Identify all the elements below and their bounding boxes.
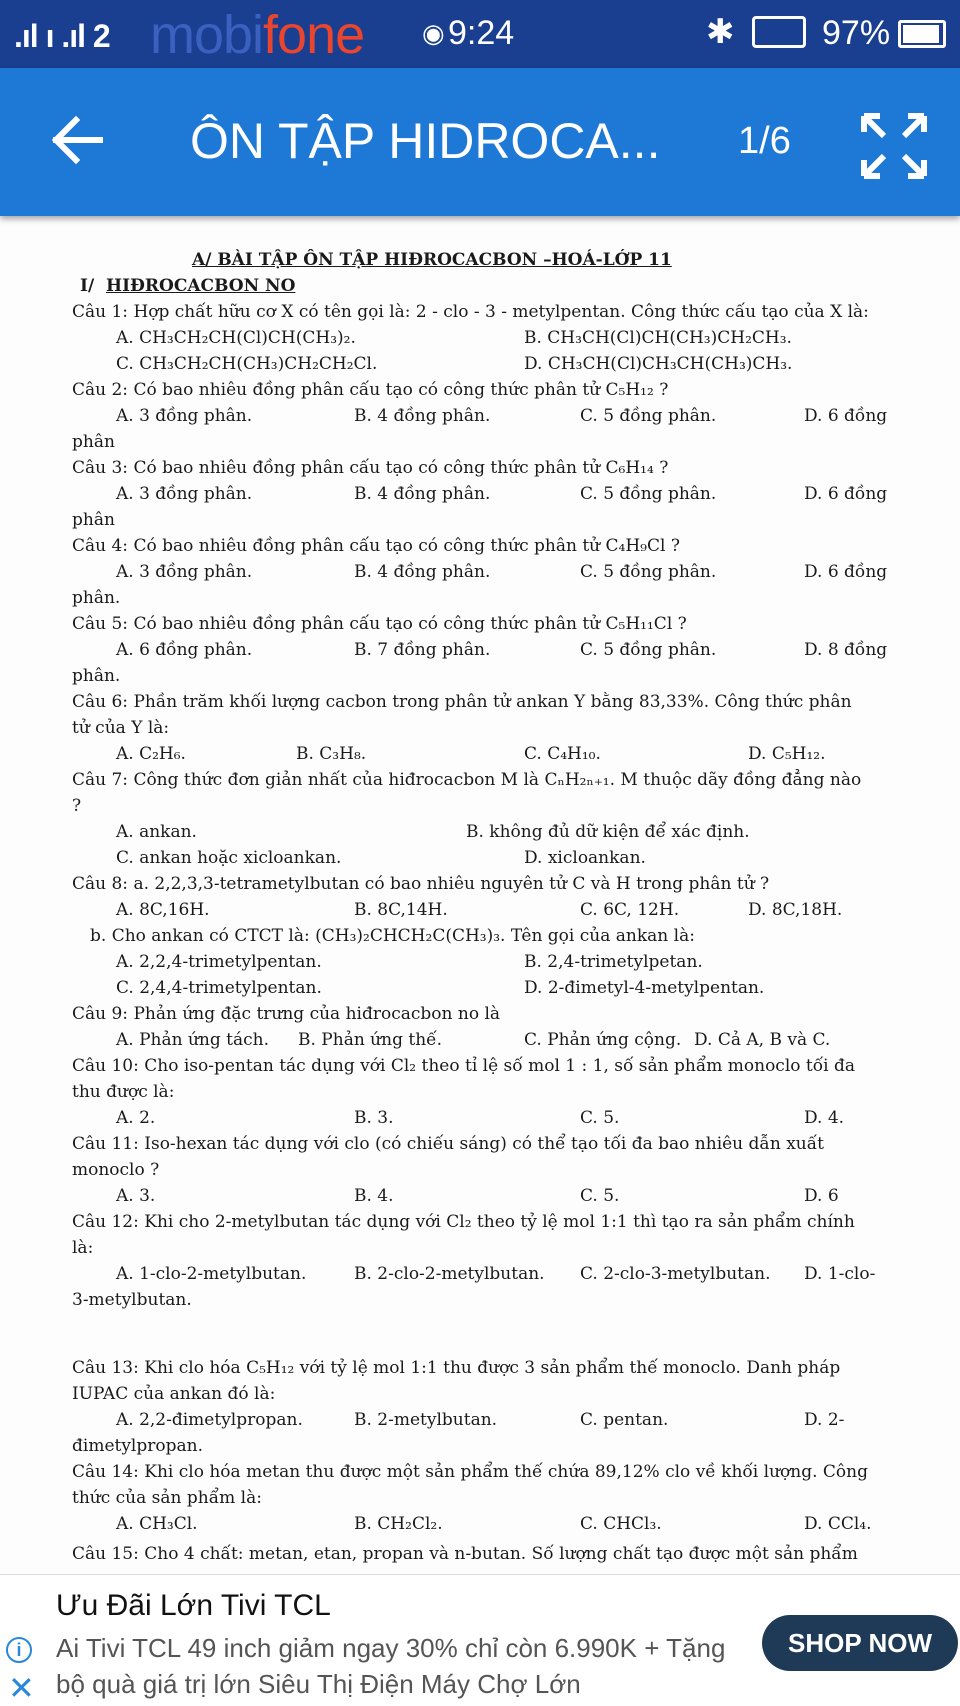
answer-option: C. 5. bbox=[580, 1186, 620, 1206]
carrier-logo bbox=[150, 4, 364, 66]
answer-option: B. CH₂Cl₂. bbox=[354, 1514, 443, 1534]
question-text: thức của sản phẩm là: bbox=[72, 1488, 262, 1508]
doc-heading-text: A/ BÀI TẬP ÔN TẬP HIĐROCACBON –HOÁ-LỚP 11 bbox=[192, 250, 672, 270]
answer-option: B. 2,4-trimetylpetan. bbox=[524, 952, 703, 972]
answer-option: A. 8C,16H. bbox=[116, 900, 210, 920]
answer-option: D. xicloankan. bbox=[524, 848, 646, 868]
answer-option: D. 1-clo- bbox=[804, 1264, 876, 1284]
question-text: Câu 10: Cho iso-pentan tác dụng với Cl₂ theo tỉ lệ số mol 1 : 1, số sản phẩm monoclo tối đa bbox=[72, 1056, 855, 1076]
battery-icon bbox=[898, 20, 946, 48]
ad-title[interactable]: Ưu Đãi Lớn Tivi TCL bbox=[56, 1589, 331, 1622]
question-text: Câu 15: Cho 4 chất: metan, etan, propan và n-butan. Số lượng chất tạo được một sản phẩm bbox=[72, 1544, 858, 1564]
answer-option: B. 2-clo-2-metylbutan. bbox=[354, 1264, 545, 1284]
answer-option: B. 4. bbox=[354, 1186, 394, 1206]
answer-option: C. CH₃CH₂CH(CH₃)CH₂CH₂Cl. bbox=[116, 354, 378, 374]
ad-description: Ai Tivi TCL 49 inch giảm ngay 30% chỉ còn 6.990K + Tặng bbox=[56, 1633, 726, 1663]
battery-percent: 97% bbox=[822, 14, 891, 52]
question-text: tử của Y là: bbox=[72, 718, 170, 738]
question-text: Câu 8: a. 2,2,3,3-tetrametylbutan có bao nhiêu nguyên tử C và H trong phân tử ? bbox=[72, 874, 770, 894]
answer-option: A. 3 đồng phân. bbox=[116, 484, 253, 504]
answer-option: C. 2,4,4-trimetylpentan. bbox=[116, 978, 322, 998]
answer-option: C. C₄H₁₀. bbox=[524, 744, 601, 764]
section-heading bbox=[80, 276, 295, 296]
answer-option: A. C₂H₆. bbox=[116, 744, 186, 764]
question-text: Câu 11: Iso-hexan tác dụng với clo (có chiếu sáng) có thể tạo tối đa bao nhiêu dẫn xuất bbox=[72, 1134, 824, 1154]
page-indicator: 1/6 bbox=[738, 120, 791, 162]
answer-option: D. 2-đimetyl-4-metylpentan. bbox=[524, 978, 765, 998]
answer-option: B. 4 đồng phân. bbox=[354, 406, 491, 426]
question-text: Câu 14: Khi clo hóa metan thu được một sản phẩm thế chứa 89,12% clo về khối lượng. Công bbox=[72, 1462, 868, 1482]
question-text: phân bbox=[72, 432, 115, 452]
answer-option: A. 6 đồng phân. bbox=[116, 640, 253, 660]
clock: 9:24 bbox=[448, 14, 515, 52]
answer-option: A. 3 đồng phân. bbox=[116, 406, 253, 426]
question-text: đimetylpropan. bbox=[72, 1436, 203, 1456]
answer-option: B. Phản ứng thế. bbox=[298, 1030, 443, 1050]
answer-option: A. ankan. bbox=[116, 822, 197, 842]
ad-banner[interactable] bbox=[0, 1574, 960, 1706]
answer-option: D. 8 đồng bbox=[804, 640, 888, 660]
answer-option: A. 3. bbox=[116, 1186, 156, 1206]
question-text: phân. bbox=[72, 588, 121, 608]
answer-option: C. ankan hoặc xicloankan. bbox=[116, 848, 342, 868]
answer-option: C. 5 đồng phân. bbox=[580, 562, 717, 582]
question-text: 3-metylbutan. bbox=[72, 1290, 192, 1310]
arrow-left-icon bbox=[48, 110, 108, 170]
answer-option: B. 4 đồng phân. bbox=[354, 562, 491, 582]
answer-option: B. không đủ dữ kiện để xác định. bbox=[466, 822, 750, 842]
info-icon[interactable]: i bbox=[6, 1637, 32, 1663]
answer-option: C. 5 đồng phân. bbox=[580, 484, 717, 504]
answer-option: D. 8C,18H. bbox=[748, 900, 843, 920]
question-text: Câu 2: Có bao nhiêu đồng phân cấu tạo có công thức phân tử C₅H₁₂ ? bbox=[72, 380, 669, 400]
section-number: I/ bbox=[80, 276, 95, 296]
question-text: monoclo ? bbox=[72, 1160, 160, 1180]
fullscreen-button[interactable] bbox=[858, 110, 930, 182]
answer-option: B. CH₃CH(Cl)CH(CH₃)CH₂CH₃. bbox=[524, 328, 792, 348]
carrier-logo-part-b: fone bbox=[263, 5, 365, 65]
ad-description: bộ quà giá trị lớn Siêu Thị Điện Máy Chợ Lớn bbox=[56, 1669, 581, 1699]
question-text: ? bbox=[72, 796, 82, 816]
question-text: phân bbox=[72, 510, 115, 530]
question-text: Câu 13: Khi clo hóa C₅H₁₂ với tỷ lệ mol 1:1 thu được 3 sản phẩm thế monoclo. Danh pháp bbox=[72, 1358, 841, 1378]
wifi-icon: ◉ bbox=[422, 18, 445, 48]
question-text: Câu 5: Có bao nhiêu đồng phân cấu tạo có công thức phân tử C₅H₁₁Cl ? bbox=[72, 614, 687, 634]
answer-option: B. 2-metylbutan. bbox=[354, 1410, 498, 1430]
answer-option: D. 6 đồng bbox=[804, 484, 888, 504]
answer-option: C. pentan. bbox=[580, 1410, 669, 1430]
question-text: Câu 7: Công thức đơn giản nhất của hiđrocacbon M là CₙH₂ₙ₊₁. M thuộc dãy đồng đẳng nào bbox=[72, 770, 862, 790]
answer-option: A. 1-clo-2-metylbutan. bbox=[116, 1264, 307, 1284]
signal-icon: .ıl ı .ıl 2 bbox=[14, 18, 110, 54]
answer-option: C. 5 đồng phân. bbox=[580, 406, 717, 426]
question-text: b. Cho ankan có CTCT là: (CH₃)₂CHCH₂C(CH₃)₃. Tên gọi của ankan là: bbox=[90, 926, 695, 946]
question-text: là: bbox=[72, 1238, 94, 1258]
doc-heading bbox=[192, 250, 672, 270]
answer-option: B. 8C,14H. bbox=[354, 900, 448, 920]
document-title: ÔN TẬP HIDROCA... bbox=[190, 113, 660, 169]
answer-option: B. 4 đồng phân. bbox=[354, 484, 491, 504]
answer-option: D. CH₃CH(Cl)CH₃CH(CH₃)CH₃. bbox=[524, 354, 793, 374]
answer-option: D. Cả A, B và C. bbox=[694, 1030, 831, 1050]
app-bar bbox=[0, 68, 960, 216]
answer-option: A. CH₃CH₂CH(Cl)CH(CH₃)₂. bbox=[116, 328, 356, 348]
answer-option: C. 5. bbox=[580, 1108, 620, 1128]
answer-option: A. Phản ứng tách. bbox=[116, 1030, 269, 1050]
answer-option: D. 4. bbox=[804, 1108, 845, 1128]
answer-option: D. CCl₄. bbox=[804, 1514, 872, 1534]
answer-option: D. 6 đồng bbox=[804, 562, 888, 582]
answer-option: C. 2-clo-3-metylbutan. bbox=[580, 1264, 771, 1284]
answer-option: D. 6 bbox=[804, 1186, 839, 1206]
answer-option: C. 5 đồng phân. bbox=[580, 640, 717, 660]
question-text: Câu 4: Có bao nhiêu đồng phân cấu tạo có công thức phân tử C₄H₉Cl ? bbox=[72, 536, 680, 556]
answer-option: A. 2. bbox=[116, 1108, 156, 1128]
answer-option: A. 2,2,4-trimetylpentan. bbox=[116, 952, 322, 972]
question-text: Câu 3: Có bao nhiêu đồng phân cấu tạo có công thức phân tử C₆H₁₄ ? bbox=[72, 458, 669, 478]
answer-option: B. 7 đồng phân. bbox=[354, 640, 491, 660]
section-title: HIĐROCACBON NO bbox=[106, 276, 296, 296]
answer-option: C. Phản ứng cộng. bbox=[524, 1030, 682, 1050]
bluetooth-icon: ✱ bbox=[706, 13, 735, 51]
answer-option: D. C₅H₁₂. bbox=[748, 744, 826, 764]
back-button[interactable] bbox=[48, 110, 108, 170]
question-text: Câu 12: Khi cho 2-metylbutan tác dụng với Cl₂ theo tỷ lệ mol 1:1 thì tạo ra sản phẩm chính bbox=[72, 1212, 855, 1232]
answer-option: C. 6C, 12H. bbox=[580, 900, 680, 920]
answer-option: A. CH₃Cl. bbox=[116, 1514, 198, 1534]
question-text: thu được là: bbox=[72, 1082, 175, 1102]
close-icon[interactable]: ✕ bbox=[8, 1670, 35, 1706]
answer-option: B. C₃H₈. bbox=[296, 744, 367, 764]
question-text: IUPAC của ankan đó là: bbox=[72, 1384, 276, 1404]
question-text: Câu 1: Hợp chất hữu cơ X có tên gọi là: 2 - clo - 3 - metylpentan. Công thức cấu tạo của X là: bbox=[72, 302, 869, 322]
question-text: Câu 6: Phần trăm khối lượng cacbon trong phân tử ankan Y bằng 83,33%. Công thức phân bbox=[72, 692, 852, 712]
carrier-logo-part-a: mobi bbox=[150, 5, 264, 65]
answer-option: D. 2- bbox=[804, 1410, 845, 1430]
shop-now-button[interactable]: SHOP NOW bbox=[762, 1615, 958, 1671]
answer-option: B. 3. bbox=[354, 1108, 394, 1128]
page-top-rule bbox=[70, 216, 190, 218]
answer-option: A. 3 đồng phân. bbox=[116, 562, 253, 582]
status-bar bbox=[0, 0, 960, 68]
question-text: phân. bbox=[72, 666, 121, 686]
answer-option: C. CHCl₃. bbox=[580, 1514, 662, 1534]
fullscreen-icon bbox=[858, 110, 930, 182]
answer-option: A. 2,2-đimetylpropan. bbox=[116, 1410, 303, 1430]
answer-option: D. 6 đồng bbox=[804, 406, 888, 426]
cast-icon bbox=[752, 16, 806, 48]
document-page[interactable] bbox=[0, 216, 960, 1574]
question-text: Câu 9: Phản ứng đặc trưng của hiđrocacbon no là bbox=[72, 1004, 501, 1024]
